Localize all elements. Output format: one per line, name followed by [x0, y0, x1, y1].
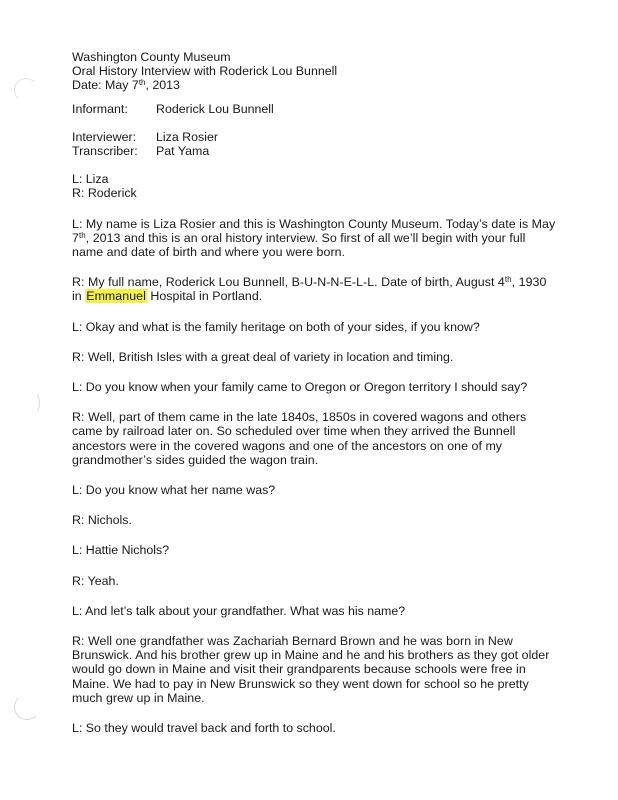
paragraph-13: L: So they would travel back and forth to school.: [72, 721, 336, 736]
binder-hole-bottom: [14, 694, 40, 720]
paragraph-3: L: Okay and what is the family heritage on both of your sides, if you know?: [72, 319, 480, 334]
paragraph-10: R: Yeah.: [72, 573, 119, 588]
paragraph-7: L: Do you know what her name was?: [72, 483, 276, 498]
transcriber-value: Pat Yama: [156, 144, 210, 159]
binder-hole-top: [14, 78, 38, 102]
informant-label: Informant:: [72, 101, 128, 116]
document-title: Oral History Interview with Roderick Lou Bunnell: [72, 64, 338, 79]
paragraph-12: R: Well one grandfather was Zachariah Bernard Brown and he was born in New Brunswick. And his brother grew up in Maine and he and his brothers as they got older would go down in Maine and visit their grandparents because schools were free in Maine. We had to pay in New Brunswick so they went down for school so he pretty much grew up in Maine.: [72, 634, 550, 705]
interviewer-row: [72, 130, 572, 144]
interviewer-label: Interviewer:: [72, 129, 137, 144]
informant-value: Roderick Lou Bunnell: [156, 101, 274, 116]
transcript-content: [72, 50, 572, 735]
speaker-key-r: R: Roderick: [72, 186, 137, 201]
interviewer-value: Liza Rosier: [156, 129, 218, 144]
speaker-key-l: L: Liza: [72, 172, 109, 187]
transcriber-row: [72, 144, 572, 158]
paragraph-2: R: My full name, Roderick Lou Bunnell, B-U-N-N-E-L-L. Date of birth, August 4th, 1930 in Emmanuel Hospital in Portland.: [72, 275, 547, 304]
informant-row: [72, 102, 572, 116]
highlighted-word: Emmanuel: [86, 289, 146, 304]
interview-date: Date: May 7th, 2013: [72, 78, 180, 93]
paragraph-5: L: Do you know when your family came to Oregon or Oregon territory I should say?: [72, 380, 528, 395]
paragraph-8: R: Nichols.: [72, 513, 132, 528]
paragraph-6: R: Well, part of them came in the late 1840s, 1850s in covered wagons and others came by railroad later on. So scheduled over time when they arrived the Bunnell ancestors were in the covered wagons and one of the ancestors on one of my grandmother’s sides guided the wagon train.: [72, 410, 527, 467]
paragraph-1: L: My name is Liza Rosier and this is Washington County Museum. Today’s date is May 7th, 2013 and this is an oral history interview. So first of all we’ll begin with your full name and date of birth and where you were born.: [72, 216, 556, 260]
museum-name: Washington County Museum: [72, 50, 231, 64]
binder-hole-middle: [28, 392, 40, 414]
paragraph-9: L: Hattie Nichols?: [72, 543, 170, 558]
paragraph-4: R: Well, British Isles with a great deal of variety in location and timing.: [72, 349, 454, 364]
transcriber-label: Transcriber:: [72, 144, 138, 159]
paragraph-11: L: And let’s talk about your grandfather. What was his name?: [72, 603, 406, 618]
